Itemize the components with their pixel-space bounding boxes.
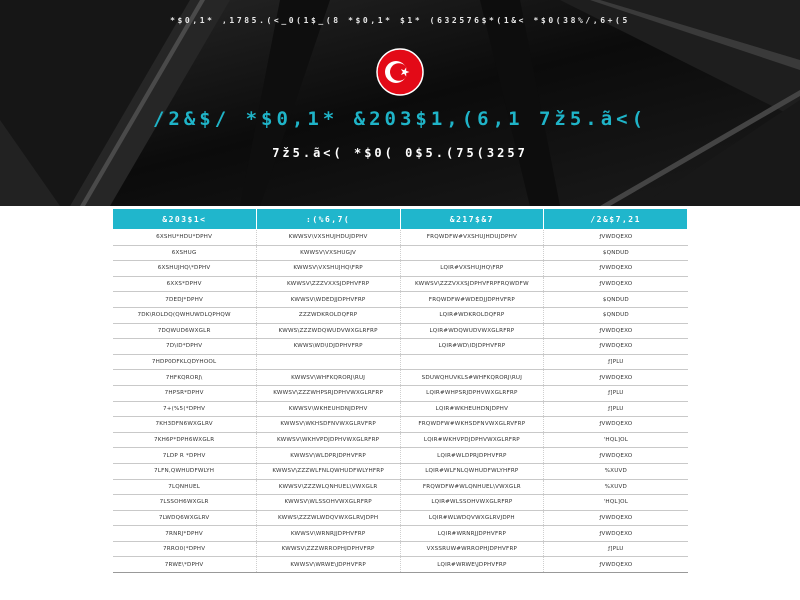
table-row [113, 323, 688, 339]
cell-company: 7HFKQRORJ\ [113, 370, 257, 386]
table-row [113, 495, 688, 511]
cell-company: 7RRO0(*DPHV [113, 541, 257, 557]
cell-location: ƒVWDQEXO [544, 557, 688, 573]
cell-location: ƒVWDQEXO [544, 323, 688, 339]
cell-contact[interactable]: VXSSRUW#WRROPHJDPHVFRP [400, 541, 544, 557]
cell-company: 7LDP R *DPHV [113, 448, 257, 464]
table-row [113, 557, 688, 573]
cell-company: 7HDP0DFKLQDYHOOL [113, 354, 257, 370]
table-row [113, 417, 688, 433]
table-row [113, 432, 688, 448]
cell-company: 7KH6P*DPH6WXGLR [113, 432, 257, 448]
table-row [113, 370, 688, 386]
cell-website[interactable]: KWWSV\ZZZVXXSJDPHVFRP [256, 276, 400, 292]
cell-location: ƒVWDQEXO [544, 417, 688, 433]
cell-company: 7DK\ROLDQ(QWHUWDLQPHQW [113, 307, 257, 323]
table-row [113, 354, 688, 370]
table-row [113, 526, 688, 542]
cell-website[interactable]: KWWSV\WRNRJJDPHVFRP [256, 526, 400, 542]
cell-company: 7RNRJ*DPHV [113, 526, 257, 542]
cell-contact[interactable]: FRQWDFW#WLQNHUEL\VWXGLR [400, 479, 544, 495]
cell-contact[interactable]: LQIR#WLDPRJDPHVFRP [400, 448, 544, 464]
cell-location: ƒVWDQEXO [544, 448, 688, 464]
table-row [113, 276, 688, 292]
cell-contact[interactable]: LQIR#WRWE\JDPHVFRP [400, 557, 544, 573]
cell-website[interactable] [256, 354, 400, 370]
cell-location: 'HQL]OL [544, 495, 688, 511]
cell-location: ƒVWDQEXO [544, 339, 688, 355]
cell-contact[interactable]: LQIR#WDKROLDQFRP [400, 307, 544, 323]
column-header-location: /2&$7,21 [544, 209, 688, 230]
column-header-contact: &217$&7 [400, 209, 544, 230]
table-header-row [113, 209, 688, 230]
cell-company: 7LWDQ6WXGLRV [113, 510, 257, 526]
cell-location: $QNDUD [544, 245, 688, 261]
page-subtitle: 7ž5.ã<( *$0( 0$5.(75(3257 [272, 146, 528, 160]
cell-website[interactable]: KWWSV\ZZZWLFNLQWHUDFWLYHFRP [256, 463, 400, 479]
cell-website[interactable]: KWWSV\WHFKQRORJ\RUJ [256, 370, 400, 386]
cell-contact[interactable]: LQIR#WLFNLQWHUDFWLYHFRP [400, 463, 544, 479]
cell-location: ƒ]PLU [544, 401, 688, 417]
cell-company: 7KH3DFN6WXGLRV [113, 417, 257, 433]
cell-contact[interactable]: KWWSV\ZZZVXXSJDPHVFRPFRQWDFW [400, 276, 544, 292]
cell-contact[interactable] [400, 354, 544, 370]
cell-website[interactable]: KWWSV\ZZZWLQNHUEL\VWXGLR [256, 479, 400, 495]
column-header-website: :(%6,7( [256, 209, 400, 230]
cell-company: 6XSHUJHQ\*DPHV [113, 261, 257, 277]
table-row [113, 245, 688, 261]
cell-website[interactable]: KWWSV\VXSHUGJV [256, 245, 400, 261]
cell-company: 7+(%5(*DPHV [113, 401, 257, 417]
cell-company: 6XSHU*HDU*DPHV [113, 230, 257, 246]
cell-contact[interactable]: SDUWQHUVKLS#WHFKQRORJ\RUJ [400, 370, 544, 386]
column-header-company: &203$1< [113, 209, 257, 230]
cell-website[interactable]: KWWS\ZZZWDQWUDVWXGLRFRP [256, 323, 400, 339]
cell-contact[interactable]: LQIR#WD\IDJDPHVFRP [400, 339, 544, 355]
cell-company: 7RWE\*DPHV [113, 557, 257, 573]
hero-banner [0, 0, 800, 206]
cell-location: %XUVD [544, 463, 688, 479]
table-row [113, 230, 688, 246]
cell-website[interactable]: KWWSV\WKHSDFNVWXGLRVFRP [256, 417, 400, 433]
table-row [113, 307, 688, 323]
cell-contact[interactable] [400, 245, 544, 261]
table-row [113, 339, 688, 355]
cell-contact[interactable]: LQIR#WLWDQVWXGLRVJDPH [400, 510, 544, 526]
cell-website[interactable]: KWWSV\WKHEUHDNJDPHV [256, 401, 400, 417]
cell-company: 7LQNHUEL [113, 479, 257, 495]
table-row [113, 385, 688, 401]
cell-location: ƒ]PLU [544, 541, 688, 557]
cell-website[interactable]: KWWS\ZZZWLWDQVWXGLRVJDPH [256, 510, 400, 526]
cell-company: 7DQWUD6WXGLR [113, 323, 257, 339]
turkey-flag-icon [376, 48, 424, 96]
cell-company: 7HPSR*DPHV [113, 385, 257, 401]
company-table [112, 208, 688, 573]
cell-contact[interactable]: LQIR#WLSSOHVWXGLRFRP [400, 495, 544, 511]
company-table-container [112, 208, 688, 573]
cell-website[interactable]: KWWSV\WLDPRJDPHVFRP [256, 448, 400, 464]
cell-website[interactable]: ZZZWDKROLDQFRP [256, 307, 400, 323]
cell-location: ƒ]PLU [544, 385, 688, 401]
cell-website[interactable]: KWWSV\ZZZWRROPHJDPHVFRP [256, 541, 400, 557]
cell-location: 'HQL]OL [544, 432, 688, 448]
cell-company: 7LFN,QWHUDFWLYH [113, 463, 257, 479]
hero-background [0, 0, 800, 206]
table-row [113, 261, 688, 277]
cell-location: ƒVWDQEXO [544, 526, 688, 542]
cell-website[interactable]: KWWSV\WRWE\JDPHVFRP [256, 557, 400, 573]
cell-website[interactable]: KWWSV\WLSSOHVWXGLRFRP [256, 495, 400, 511]
cell-location: ƒVWDQEXO [544, 276, 688, 292]
cell-location: %XUVD [544, 479, 688, 495]
cell-contact[interactable]: LQIR#WKHVPDJDPHVWXGLRFRP [400, 432, 544, 448]
cell-company: 6XXS*DPHV [113, 276, 257, 292]
cell-company: 6XSHUG [113, 245, 257, 261]
cell-location: ƒVWDQEXO [544, 261, 688, 277]
cell-contact[interactable]: LQIR#WKHEUHDNJDPHV [400, 401, 544, 417]
cell-contact[interactable]: FRQWDFW#VXSHUJHDUJDPHV [400, 230, 544, 246]
table-row [113, 463, 688, 479]
cell-contact[interactable]: LQIR#WHPSRJDPHVWXGLRFRP [400, 385, 544, 401]
table-row [113, 292, 688, 308]
cell-website[interactable]: KWWSV\ZZZWHPSRJDPHVWXGLRFRP [256, 385, 400, 401]
cell-contact[interactable]: LQIR#WRNRJJDPHVFRP [400, 526, 544, 542]
cell-contact[interactable]: FRQWDFW#WDEDJJDPHVFRP [400, 292, 544, 308]
table-row [113, 510, 688, 526]
table-row [113, 479, 688, 495]
cell-location: $QNDUD [544, 292, 688, 308]
page-title: /2&$/ *$0,1* &203$1,(6,1 7ž5.ã<( [152, 108, 648, 130]
cell-website[interactable]: KWWSV\WDEDJJDPHVFRP [256, 292, 400, 308]
cell-location: ƒVWDQEXO [544, 230, 688, 246]
cell-location: ƒ]PLU [544, 354, 688, 370]
cell-contact[interactable]: LQIR#WDQWUDVWXGLRFRP [400, 323, 544, 339]
table-row [113, 401, 688, 417]
table-row [113, 448, 688, 464]
cell-website[interactable]: KWWSV\VXSHUJHDUJDPHV [256, 230, 400, 246]
table-row [113, 541, 688, 557]
cell-website[interactable]: KWWS\WD\IDJDPHVFRP [256, 339, 400, 355]
cell-contact[interactable]: LQIR#VXSHUJHQ\FRP [400, 261, 544, 277]
cell-company: 7DEDJ*DPHV [113, 292, 257, 308]
top-header-text: *$0,1* ,1785.(<_0(1$_(8 *$0,1* $1* (632576$*(1&< *$0(38%/,6+(5 [170, 16, 630, 25]
cell-website[interactable]: KWWSV\WKHVPDJDPHVWXGLRFRP [256, 432, 400, 448]
cell-contact[interactable]: FRQWDFW#WKHSDFNVWXGLRVFRP [400, 417, 544, 433]
cell-website[interactable]: KWWSV\VXSHUJHQ\FRP [256, 261, 400, 277]
cell-company: 7D\ID*DPHV [113, 339, 257, 355]
cell-location: $QNDUD [544, 307, 688, 323]
cell-company: 7LSSOH6WXGLR [113, 495, 257, 511]
cell-location: ƒVWDQEXO [544, 370, 688, 386]
cell-location: ƒVWDQEXO [544, 510, 688, 526]
